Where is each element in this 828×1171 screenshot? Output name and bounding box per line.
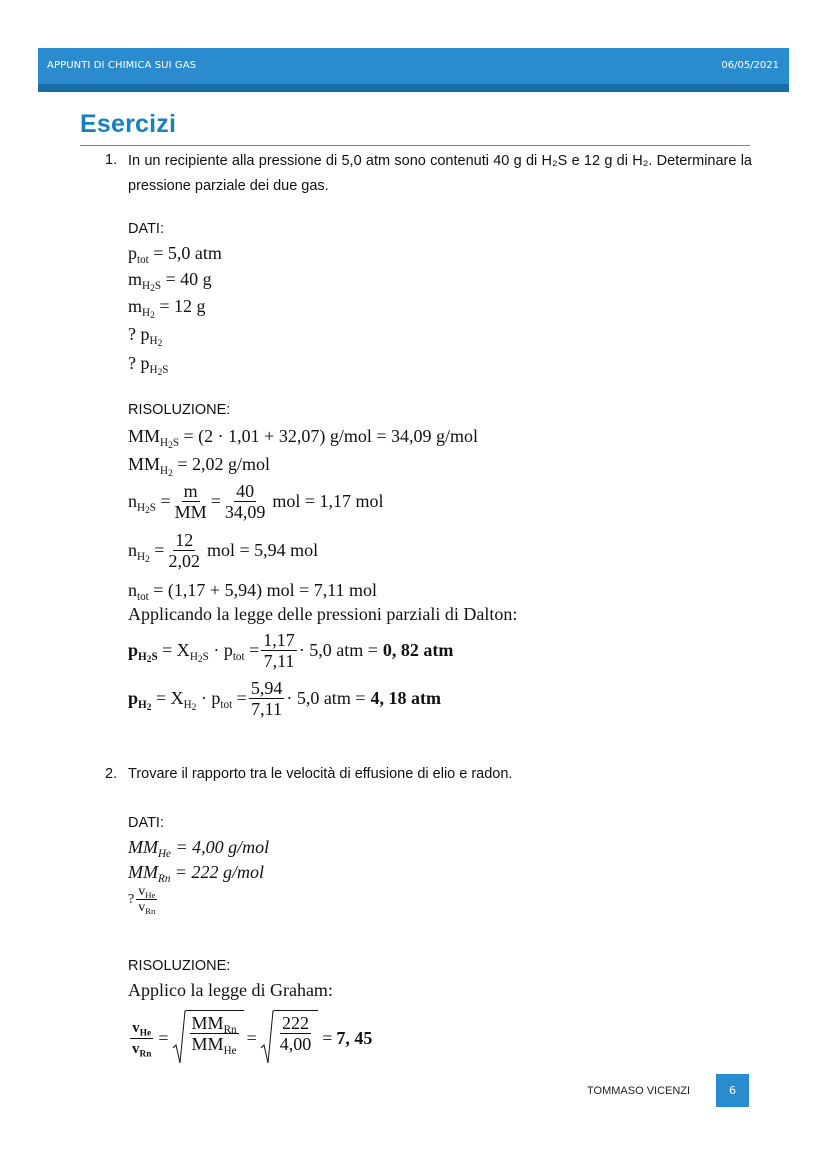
ex2-eq-graham: $\frac{v_{He}}{v_{Rn}}$ = $\frac{MM_{Rn}}{MM_{He}}$ = $\frac{222}{4,00}$ = 7, 45 bbox=[128, 1010, 372, 1066]
fraction-117-711: $\frac{1,17}{7,11}$ bbox=[263, 630, 295, 671]
exercise-1-text: In un recipiente alla pressione di 5,0 atm sono contenuti 40 g di H₂S e 12 g di H₂. Determinare la pressione parziale dei due gas. bbox=[128, 153, 752, 194]
sqrt-ratio-values: $\frac{222}{4,00}$ bbox=[260, 1010, 319, 1066]
ex1-dati-label: DATI: bbox=[128, 221, 164, 237]
ex1-unknown-ph2: ? $p_{H_2}$ bbox=[128, 324, 163, 349]
ex1-unknown-ph2s: ? $p_{H_2S}$ bbox=[128, 353, 169, 378]
ex1-eq-p-h2: $p_{H_2} = X_{H_2} \cdot p_{tot}$ = $\frac{5,94}{7,11}$ · 5,0 atm = 4, 18 atm bbox=[128, 678, 441, 719]
header-date: 06/05/2021 bbox=[721, 60, 779, 71]
sqrt-ratio-mm: $\frac{MM_{Rn}}{MM_{He}}$ bbox=[172, 1010, 244, 1066]
section-title: Esercizi bbox=[80, 110, 177, 138]
ex2-dati-label: DATI: bbox=[128, 815, 164, 831]
ex2-unknown-ratio: ? $\frac{v_{He}}{v_{Rn}}$ bbox=[128, 884, 156, 917]
ex1-eq-n-tot: $n_{tot} = (1,17 + 5,94)$ mol = 7,11 mol bbox=[128, 580, 378, 603]
ex2-dato-mm-he: $MM_{He} = 4,00$ g/mol bbox=[128, 837, 270, 860]
ex2-graham-text: Applico la legge di Graham: bbox=[128, 980, 333, 1000]
exercise-2-number: 2. bbox=[105, 766, 118, 782]
fraction-40-34: $\frac{40}{34,09}$ bbox=[224, 481, 266, 522]
ex1-dato-ptot: $p_{tot} = 5,0$ atm bbox=[128, 243, 222, 266]
exercise-2-text: Trovare il rapporto tra le velocità di effusione di elio e radon. bbox=[128, 766, 513, 782]
ex1-risoluzione-label: RISOLUZIONE: bbox=[128, 402, 231, 418]
fraction-594-711: $\frac{5,94}{7,11}$ bbox=[250, 678, 283, 719]
page-number: 6 bbox=[716, 1074, 749, 1107]
ex1-dalton-text: Applicando la legge delle pressioni parziali di Dalton: bbox=[128, 604, 518, 624]
header-bar bbox=[38, 48, 789, 92]
ex2-risoluzione-label: RISOLUZIONE: bbox=[128, 958, 231, 974]
header-title: APPUNTI DI CHIMICA SUI GAS bbox=[47, 60, 197, 71]
ex1-eq-mm-h2: $MM_{H_2} = 2,02$ g/mol bbox=[128, 454, 270, 479]
result-p-h2: 4, 18 atm bbox=[370, 688, 441, 708]
ex1-eq-p-h2s: $p_{H_2S} = X_{H_2S} \cdot p_{tot}$ = $\frac{1,17}{7,11}$ · 5,0 atm = 0, 82 atm bbox=[128, 630, 454, 671]
title-divider bbox=[80, 145, 750, 146]
ex1-eq-mm-h2s: $MM_{H_2S} = (2 \cdot 1,01 + 32,07) g/mol = 34,09$ g/mol bbox=[128, 426, 478, 451]
result-p-h2s: 0, 82 atm bbox=[382, 640, 454, 660]
ex1-dato-mh2s: $m_{H_2S} = 40$ g bbox=[128, 269, 212, 294]
exercise-1-number: 1. bbox=[105, 152, 118, 168]
ex1-eq-n-h2: $n_{H_2}$ = $\frac{12}{2,02}$ mol = 5,94 mol bbox=[128, 530, 319, 571]
ex2-dato-mm-rn: $MM_{Rn} = 222$ g/mol bbox=[128, 862, 265, 885]
result-ratio: 7, 45 bbox=[336, 1027, 373, 1048]
ex1-eq-n-h2s: $n_{H_2S}$ = $\frac{m}{MM}$ = $\frac{40}{34,09}$ mol = 1,17 mol bbox=[128, 481, 384, 522]
footer-author: TOMMASO VICENZI bbox=[587, 1085, 691, 1097]
fraction-12-202: $\frac{12}{2,02}$ bbox=[168, 530, 200, 571]
fraction-m-mm: $\frac{m}{MM}$ bbox=[174, 481, 207, 522]
ex1-dato-mh2: $m_{H_2} = 12$ g bbox=[128, 296, 206, 321]
